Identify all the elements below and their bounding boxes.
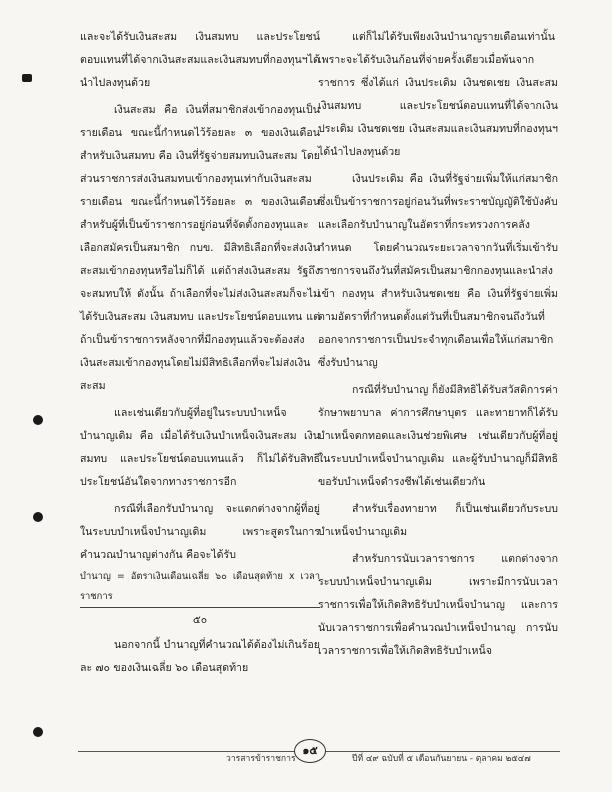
margin-bullet-mark <box>33 512 43 522</box>
right-paragraph-5: สำหรับการนับเวลาราชการ แตกต่างจากระบบบำเหน็จบำนาญเดิม เพราะมีการนับเวลาราชการเพื่อให้เกิดสิทธิรับบำเหน็จบำนาญ และการนับเวลาราชการเพื่อคำนวณบำเหน็จบำนาญ การนับเวลาราชการเพื่อให้เกิดสิทธิรับบำเหน็จ <box>318 553 558 657</box>
left-column <box>80 26 320 680</box>
right-paragraph-2: เงินประเดิม คือ เงินที่รัฐจ่ายเพิ่มให้แก่สมาชิกซึ่งเป็นข้าราชการอยู่ก่อนวันที่พระราชบัญญัติใช้บังคับและเลือกรับบำนาญในอัตราที่กระทรวงการคลังกำหนด โดยคำนวณระยะเวลาจากวันที่เริ่มเข้ารับราชการจนถึงวันที่สมัครเป็นสมาชิกกองทุนและนำส่งเข้า กองทุน สำหรับเงินชดเชย คือ เงินที่รัฐจ่ายเพิ่มตามอัตราที่กำหนดตั้งแต่วันที่เป็นสมาชิกจนถึงวันที่ออกจากราชการเป็นประจำทุกเดือนเพื่อให้แก่สมาชิกซึ่งรับบำนาญ <box>318 173 558 369</box>
issue-info: ปีที่ ๔๙ ฉบับที่ ๕ เดือนกันยายน - ตุลาคม ๒๕๔๗ <box>352 754 531 764</box>
journal-name: วารสารข้าราชการ <box>226 754 296 764</box>
right-paragraph-4: สำหรับเรื่องทายาท ก็เป็นเช่นเดียวกับระบบบำเหน็จบำนาญเดิม <box>318 503 558 538</box>
margin-bullet-mark <box>33 415 43 425</box>
formula-numerator: บำนาญ = อัตราเงินเดือนเฉลี่ย ๖๐ เดือนสุดท้าย x เวลาราชการ <box>80 571 320 602</box>
left-paragraph-5: นอกจากนี้ บำนาญที่คำนวณได้ต้องไม่เกินร้อยละ ๗๐ ของเงินเฉลี่ย ๖๐ เดือนสุดท้าย <box>80 639 320 674</box>
left-paragraph-2: เงินสะสม คือ เงินที่สมาชิกส่งเข้ากองทุนเป็นรายเดือน ขณะนี้กำหนดไว้ร้อยละ ๓ ของเงินเดือน สำหรับเงินสมทบ คือ เงินที่รัฐจ่ายสมทบเงินสะสม โดยส่วนราชการส่งเงินสมทบเข้ากองทุนเท่ากับเงินสะสมรายเดือน ขณะนี้กำหนดไว้ร้อยละ ๓ ของเงินเดือน สำหรับผู้ที่เป็นข้าราชการอยู่ก่อนที่จัดตั้งกองทุนและเลือกสมัครเป็นสมาชิก กบข. มีสิทธิเลือกที่จะส่งเงินสะสมเข้ากองทุนหรือไม่ก็ได้ แต่ถ้าส่งเงินสะสม รัฐถึงจะสมทบให้ ดังนั้น ถ้าเลือกที่จะไม่ส่งเงินสะสมก็จะไม่ได้รับเงินสะสม เงินสมทบ และประโยชน์ตอบแทน แต่ถ้าเป็นข้าราชการหลังจากที่มีกองทุนแล้วจะต้องส่งเงินสะสมเข้ากองทุนโดยไม่มีสิทธิเลือกที่จะไม่ส่งเงินสะสม <box>80 104 320 392</box>
right-paragraph-1: แต่ก็ไม่ได้รับเพียงเงินบำนาญรายเดือนเท่านั้น เพราะจะได้รับเงินก้อนที่จ่ายครั้งเดียวเมื่อพ้นจากราชการ ซึ่งได้แก่ เงินประเดิม เงินชดเชย เงินสะสม เงินสมทบ และประโยชน์ตอบแทนที่ได้จากเงินประเดิม เงินชดเชย เงินสะสมและเงินสมทบที่กองทุนฯได้นำไปลงทุนด้วย <box>318 31 558 158</box>
formula-denominator: ๕๐ <box>80 607 320 630</box>
left-paragraph-3: และเช่นเดียวกับผู้ที่อยู่ในระบบบำเหน็จบำนาญเดิม คือ เมื่อได้รับเงินบำเหน็จเงินสะสม เงินสมทบ และประโยชน์ตอบแทนแล้ว ก็ไม่ได้รับสิทธิประโยชน์อันใดจากทางราชการอีก <box>80 407 320 488</box>
margin-square-mark <box>22 74 32 82</box>
margin-bullet-mark <box>33 727 43 737</box>
left-paragraph-1: และจะได้รับเงินสะสม เงินสมทบ และประโยชน์ตอบแทนที่ได้จากเงินสะสมและเงินสมทบที่กองทุนฯได้นำไปลงทุนด้วย <box>80 31 320 89</box>
right-column <box>318 26 558 663</box>
page-number: ๑๕ <box>294 739 326 763</box>
left-paragraph-4: กรณีที่เลือกรับบำนาญ จะแตกต่างจากผู้ที่อยู่ในระบบบำเหน็จบำนาญเดิม เพราะสูตรในการคำนวณบำนาญต่างกัน คือจะได้รับ <box>80 503 320 561</box>
pension-formula <box>80 567 320 630</box>
right-paragraph-3: กรณีที่รับบำนาญ ก็ยังมีสิทธิได้รับสวัสดิการค่ารักษาพยาบาล ค่าการศึกษาบุตร และทายาทก็ได้รับบำเหน็จตกทอดและเงินช่วยพิเศษ เช่นเดียวกับผู้ที่อยู่ในระบบบำเหน็จบำนาญเดิม และผู้รับบำนาญก็มีสิทธิขอรับบำเหน็จดำรงชีพได้เช่นเดียวกัน <box>318 384 558 488</box>
